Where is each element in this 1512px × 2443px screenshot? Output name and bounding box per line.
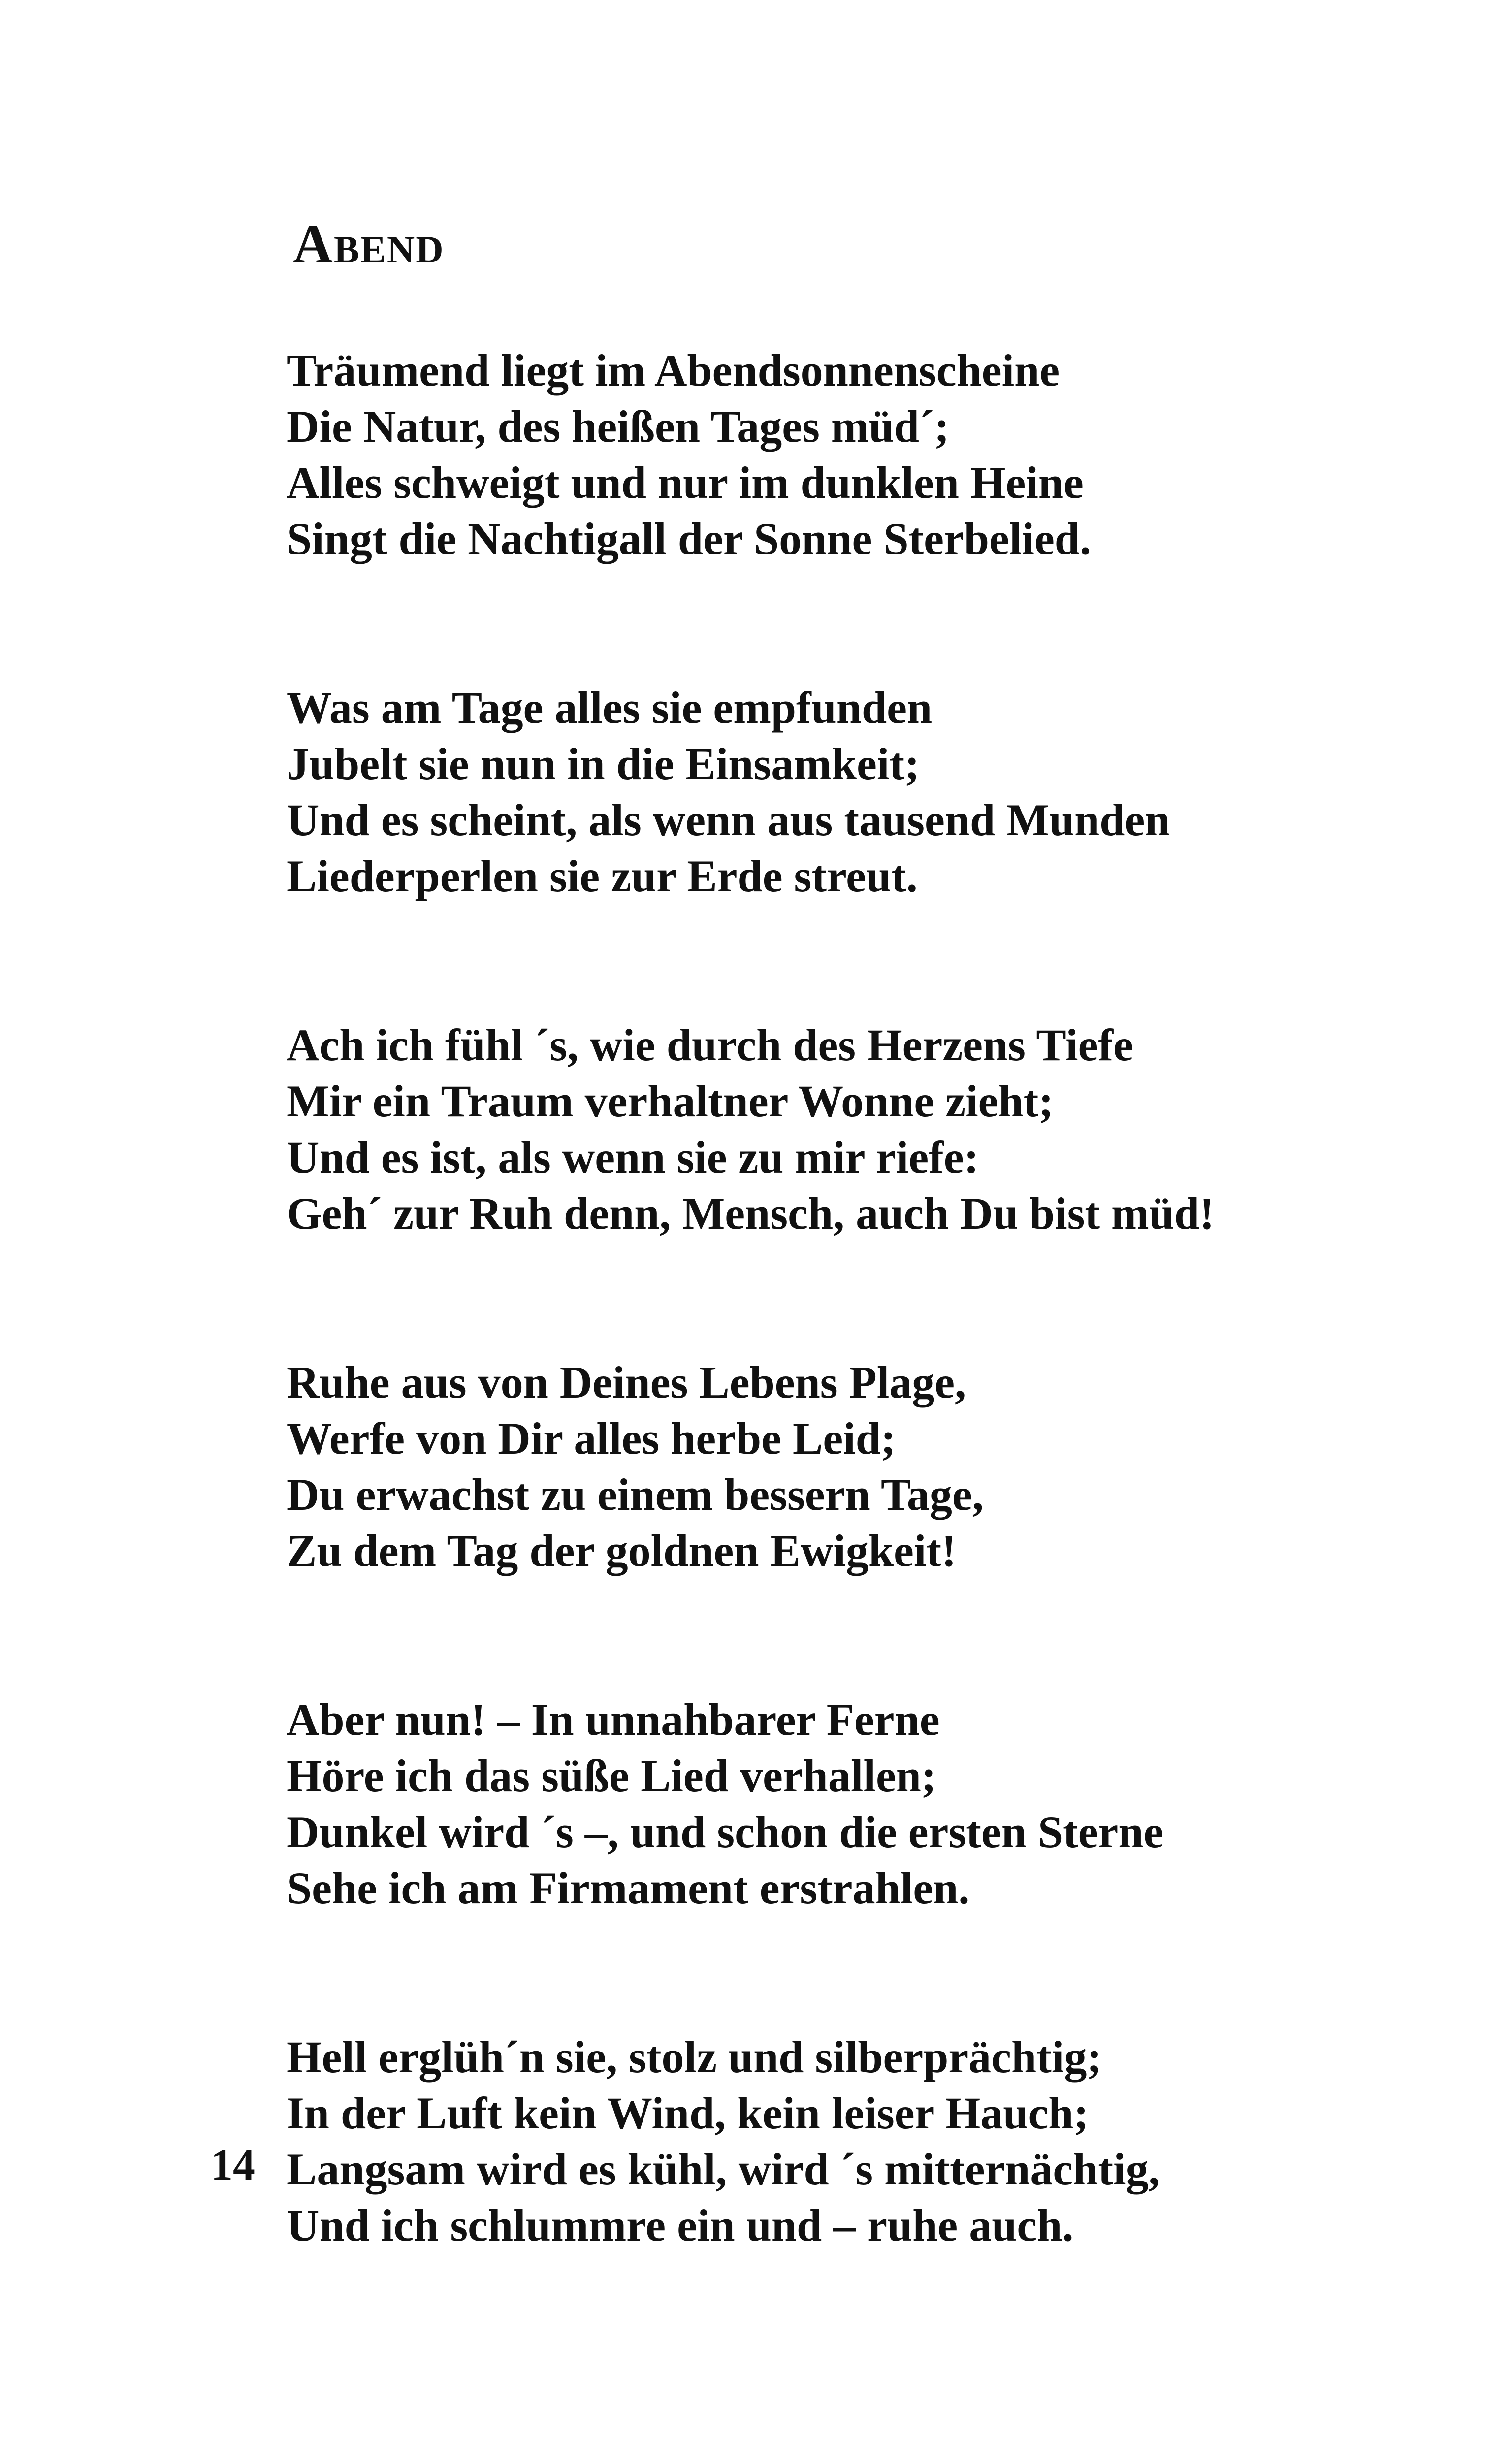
poem-line: Hell erglüh´n sie, stolz und silberprächtig; bbox=[287, 2032, 1102, 2082]
poem-line: Langsam wird es kühl, wird ´s mitternächtig, bbox=[287, 2144, 1160, 2194]
poem-line: In der Luft kein Wind, kein leiser Hauch; bbox=[287, 2088, 1089, 2138]
poem-body bbox=[287, 342, 1419, 2366]
poem-line: Träumend liegt im Abendsonnenscheine bbox=[287, 345, 1060, 395]
poem-line: Und es ist, als wenn sie zu mir riefe: bbox=[287, 1132, 979, 1182]
stanza-1 bbox=[287, 342, 1419, 567]
poem-line: Zu dem Tag der goldnen Ewigkeit! bbox=[287, 1526, 957, 1576]
poem-line: Liederperlen sie zur Erde streut. bbox=[287, 851, 918, 901]
poem-line: Mir ein Traum verhaltner Wonne zieht; bbox=[287, 1076, 1054, 1126]
poem-title: Abend bbox=[293, 214, 445, 275]
poem-line: Ach ich fühl ´s, wie durch des Herzens Tiefe bbox=[287, 1020, 1133, 1070]
stanza-6 bbox=[287, 2029, 1419, 2253]
stanza-5 bbox=[287, 1692, 1419, 1916]
stanza-2 bbox=[287, 680, 1419, 904]
poem-line: Die Natur, des heißen Tages müd´; bbox=[287, 401, 950, 452]
poem-line: Höre ich das süße Lied verhallen; bbox=[287, 1751, 936, 1801]
poem-line: Sehe ich am Firmament erstrahlen. bbox=[287, 1863, 970, 1913]
poem-line: Jubelt sie nun in die Einsamkeit; bbox=[287, 739, 920, 789]
poem-line: Alles schweigt und nur im dunklen Heine bbox=[287, 457, 1084, 508]
poem-line: Geh´ zur Ruh denn, Mensch, auch Du bist müd! bbox=[287, 1188, 1215, 1238]
poem-line: Ruhe aus von Deines Lebens Plage, bbox=[287, 1357, 966, 1407]
poem-line: Und es scheint, als wenn aus tausend Munden bbox=[287, 795, 1170, 845]
poem-line: Und ich schlummre ein und – ruhe auch. bbox=[287, 2200, 1074, 2250]
poem-line: Dunkel wird ´s –, und schon die ersten Sterne bbox=[287, 1807, 1164, 1857]
stanza-4 bbox=[287, 1354, 1419, 1579]
poem-line: Aber nun! – In unnahbarer Ferne bbox=[287, 1694, 940, 1745]
poem-line: Was am Tage alles sie empfunden bbox=[287, 683, 933, 733]
poem-line: Werfe von Dir alles herbe Leid; bbox=[287, 1413, 896, 1464]
poem-line: Du erwachst zu einem bessern Tage, bbox=[287, 1469, 984, 1520]
page-number: 14 bbox=[211, 2141, 255, 2189]
stanza-3 bbox=[287, 1017, 1419, 1241]
poem-line: Singt die Nachtigall der Sonne Sterbelied. bbox=[287, 514, 1091, 564]
